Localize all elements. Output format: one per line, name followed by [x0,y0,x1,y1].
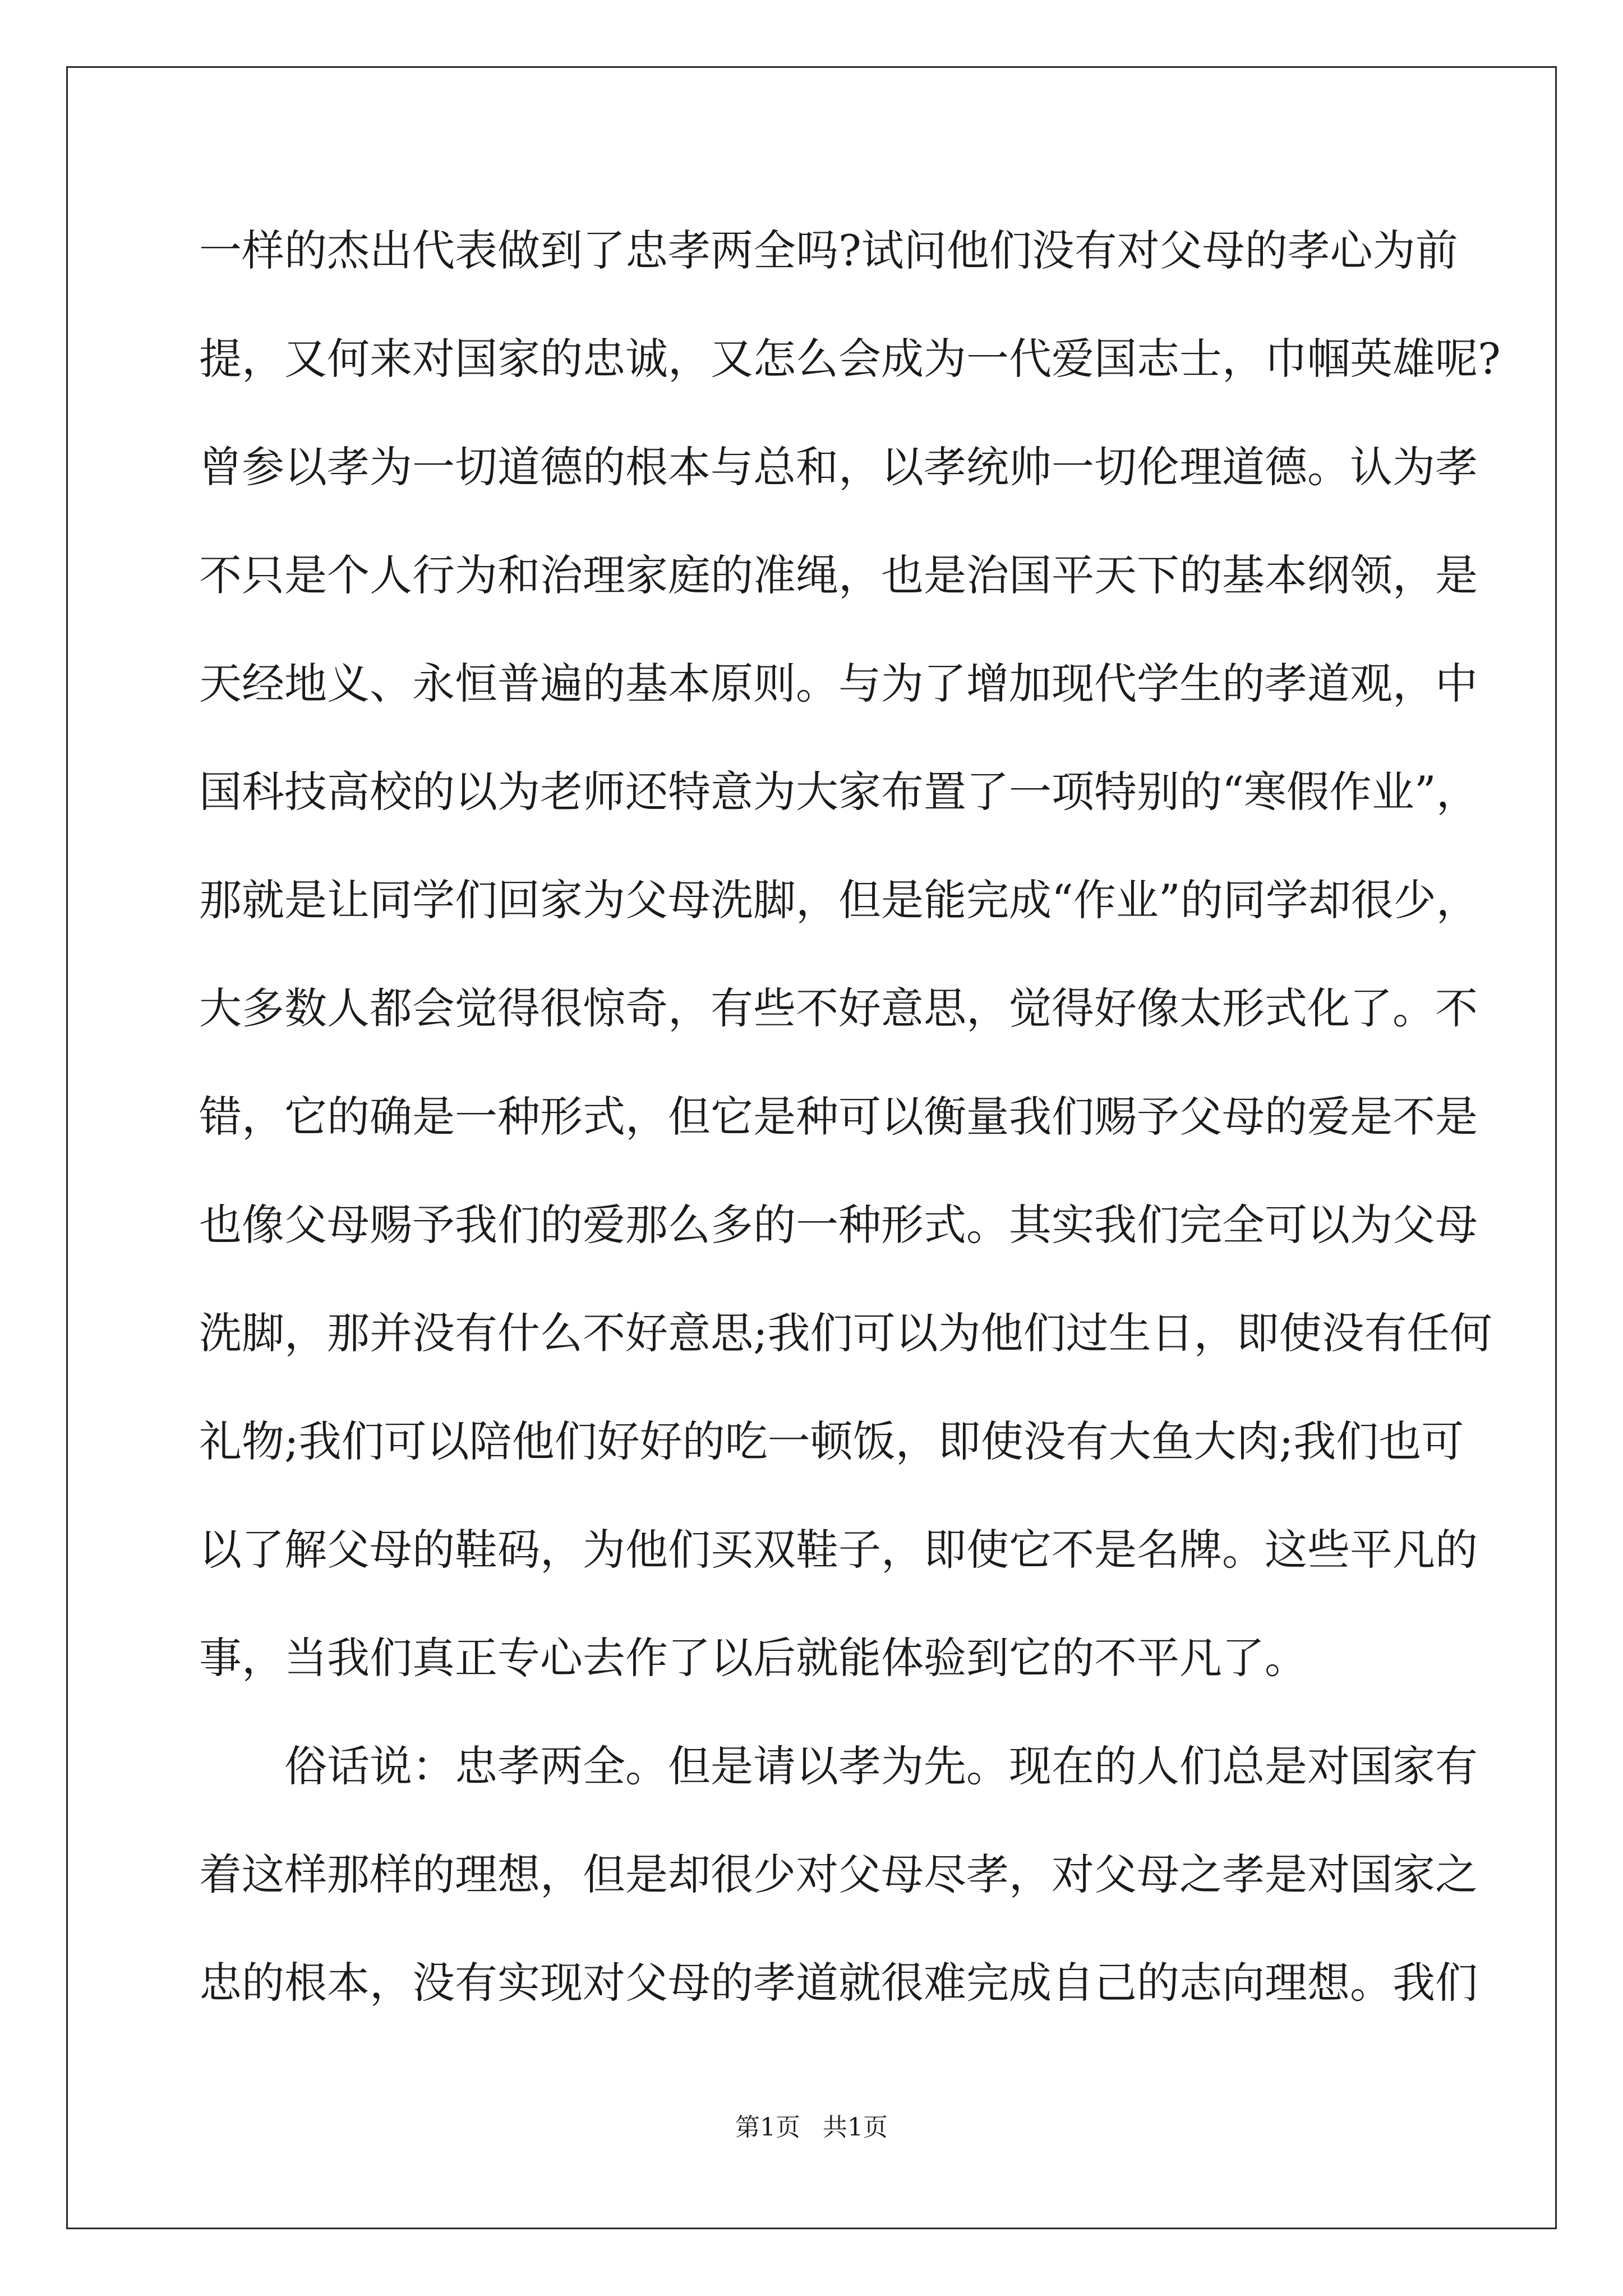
text-line: 礼物;我们可以陪他们好好的吃一顿饭，即使没有大鱼大肉;我们也可 [199,1416,1464,1466]
text-line: 那就是让同学们回家为父母洗脚，但是能完成“作业”的同学却很少， [199,875,1479,925]
document-body [199,217,1501,2058]
page-number: 第1页 [735,2113,800,2142]
text-line: 一样的杰出代表做到了忠孝两全吗?试问他们没有对父母的孝心为前 [199,226,1458,275]
page-footer [0,2111,1623,2145]
text-line: 国科技高校的以为老师还特意为大家布置了一项特别的“寒假作业”， [199,767,1479,817]
text-line: 事，当我们真正专心去作了以后就能体验到它的不平凡了。 [199,1633,1307,1683]
text-line: 天经地义、永恒普遍的基本原则。与为了增加现代学生的孝道观，中 [199,659,1478,708]
text-line: 俗话说：忠孝两全。但是请以孝为先。现在的人们总是对国家有 [284,1741,1478,1791]
text-line: 以了解父母的鞋码，为他们买双鞋子，即使它不是名牌。这些平凡的 [199,1525,1478,1575]
text-line: 着这样那样的理想，但是却很少对父母尽孝，对父母之孝是对国家之 [199,1849,1478,1899]
text-line: 不只是个人行为和治理家庭的准绳，也是治国平天下的基本纲领，是 [199,550,1478,600]
text-line: 大多数人都会觉得很惊奇，有些不好意思，觉得好像太形式化了。不 [199,983,1478,1033]
text-line: 忠的根本，没有实现对父母的孝道就很难完成自己的志向理想。我们 [199,1958,1478,2008]
text-line: 也像父母赐予我们的爱那么多的一种形式。其实我们完全可以为父母 [199,1200,1478,1250]
text-line: 洗脚，那并没有什么不好意思;我们可以为他们过生日，即使没有任何 [199,1308,1492,1358]
page-total: 共1页 [823,2113,888,2142]
text-line: 提，又何来对国家的忠诚，又怎么会成为一代爱国志士，巾帼英雄呢? [199,334,1501,384]
text-line: 曾参以孝为一切道德的根本与总和，以孝统帅一切伦理道德。认为孝 [199,442,1478,492]
text-line: 错，它的确是一种形式，但它是种可以衡量我们赐予父母的爱是不是 [199,1092,1478,1142]
